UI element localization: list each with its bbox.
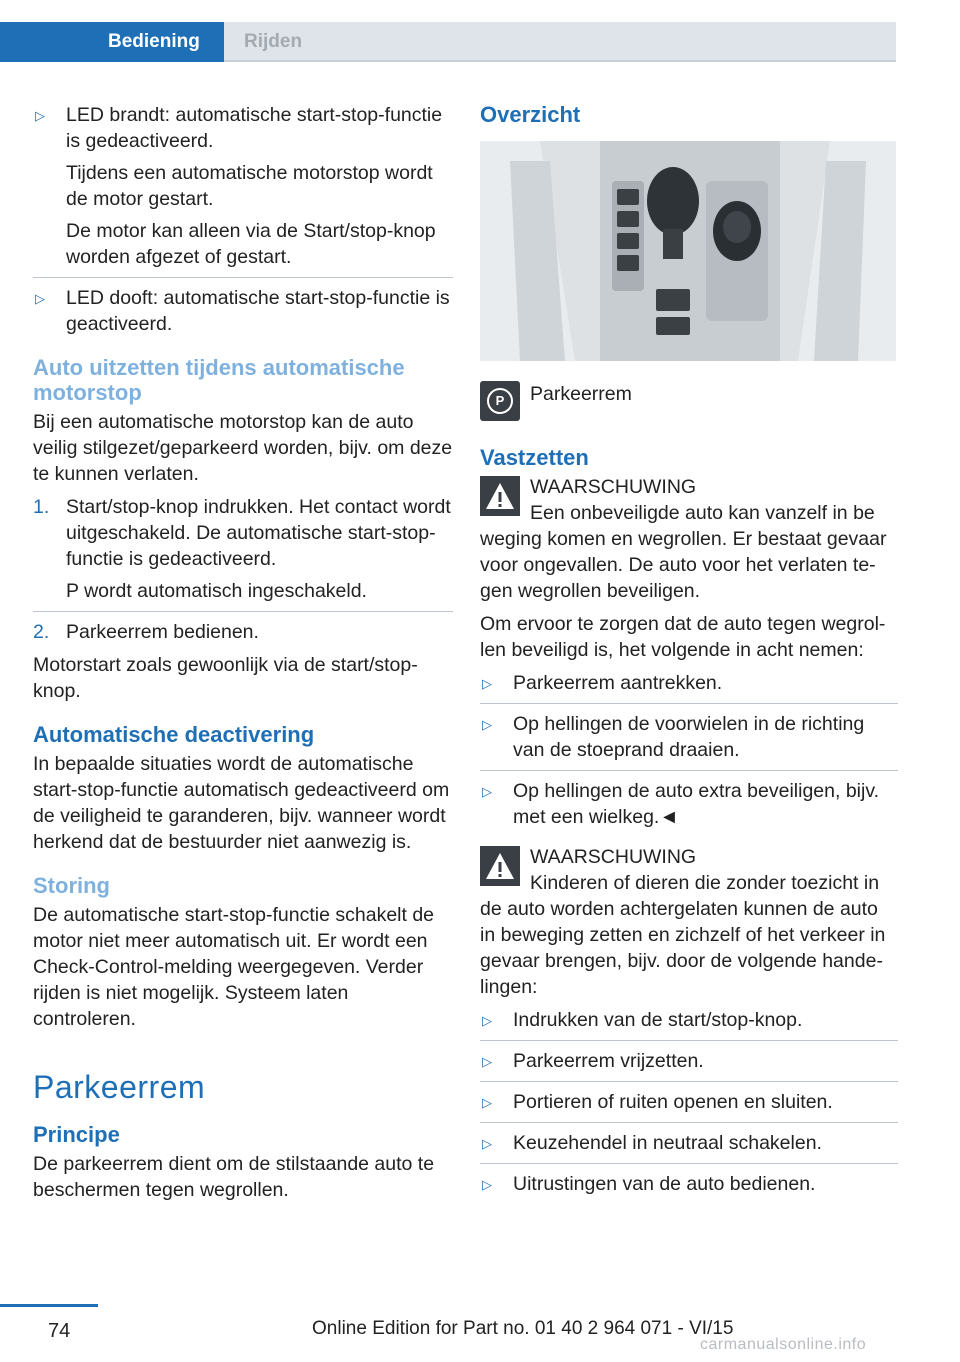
warning-triangle-icon bbox=[480, 476, 520, 516]
header-rule bbox=[224, 60, 896, 62]
warning-text: de auto worden achtergelaten kunnen de auto in beweging zetten en zichzelf of het verkeer in gevaar brengen, bijv. door de volgende handelingen: bbox=[480, 898, 886, 998]
warning-block bbox=[480, 474, 898, 526]
bullet-triangle-icon: ▷ bbox=[482, 784, 492, 799]
parking-brake-icon: P bbox=[480, 381, 520, 421]
warning-text: weging komen en wegrollen. Er bestaat gevaar voor ongevallen. De auto voor het verlaten tegen wegrollen beveiligen. bbox=[480, 528, 887, 602]
step-item bbox=[33, 494, 453, 604]
warning-title: WAARSCHUWING bbox=[530, 476, 697, 498]
center-console-image bbox=[480, 141, 896, 361]
paragraph: De automatische start-stop-functie schakelt de motor niet meer automatisch uit. Er wordt een Check-Control-melding weergegeven. Verder rijden is niet mogelijk. Systeem laten controleren. bbox=[33, 904, 435, 1030]
page-number: 74 bbox=[48, 1320, 71, 1342]
list-item: ▷ Portieren of ruiten openen en sluiten. bbox=[480, 1089, 898, 1115]
list-item-text: Tijdens een automatische motorstop wordt de motor gestart. bbox=[66, 162, 433, 210]
header-bar bbox=[0, 0, 960, 62]
list-divider bbox=[480, 1122, 898, 1123]
warning-title: WAARSCHUWING bbox=[530, 846, 697, 868]
list-divider bbox=[480, 770, 898, 771]
bullet-triangle-icon: ▷ bbox=[482, 717, 492, 732]
edition-text: Online Edition for Part no. 01 40 2 964 071 - VI/15 bbox=[312, 1318, 734, 1339]
warning-lead: Een onbeveiligde auto kan vanzelf in be bbox=[530, 502, 875, 524]
right-column bbox=[480, 102, 898, 1204]
list-divider bbox=[480, 1163, 898, 1164]
list-item-text: LED brandt: automatische start-stop-functie is gedeactiveerd. bbox=[66, 104, 443, 152]
list-divider bbox=[33, 277, 453, 278]
step-item bbox=[33, 619, 453, 645]
bullet-triangle-icon: ▷ bbox=[482, 676, 492, 691]
parking-brake-legend bbox=[480, 381, 898, 425]
bullet-triangle-icon: ▷ bbox=[482, 1136, 492, 1151]
paragraph: Om ervoor te zorgen dat de auto tegen wegrollen beveiligd is, het volgende in acht nemen: bbox=[480, 613, 886, 661]
bullet-triangle-icon: ▷ bbox=[482, 1054, 492, 1069]
bullet-triangle-icon: ▷ bbox=[35, 108, 45, 123]
paragraph: Bij een automatische motorstop kan de auto veilig stilgezet/geparkeerd worden, bijv. om deze te kunnen verlaten. bbox=[33, 411, 453, 485]
heading-vastzetten: Vastzetten bbox=[480, 445, 589, 470]
heading-automatische-deactivering: Automatische deactivering bbox=[33, 722, 315, 747]
list-item: ▷ Op hellingen de auto extra beveiligen, bijv. met een wielkeg.◄ bbox=[482, 780, 880, 828]
list-item: ▷ Uitrustingen van de auto bedienen. bbox=[480, 1171, 898, 1197]
list-item: ▷ Parkeerrem vrijzetten. bbox=[480, 1048, 898, 1074]
console-illustration bbox=[480, 141, 896, 361]
paragraph: In bepaalde situaties wordt de automatische start-stop-functie automatisch gedeactiveerd om de veiligheid te garanderen, bijv. wanneer wordt herkend dat de bestuurder niet aanwezig is. bbox=[33, 753, 450, 853]
list-item-text: LED dooft: automatische start-stop-functie is geactiveerd. bbox=[66, 287, 450, 335]
watermark: carmanualsonline.info bbox=[700, 1336, 867, 1353]
list-item bbox=[33, 102, 453, 270]
list-item-text: De motor kan alleen via de Start/stop-knop worden afgezet of gestart. bbox=[66, 220, 436, 268]
list-divider bbox=[480, 1040, 898, 1041]
warning-lead: Kinderen of dieren die zonder toezicht in bbox=[530, 872, 880, 894]
bullet-triangle-icon: ▷ bbox=[482, 1095, 492, 1110]
list-divider bbox=[480, 1081, 898, 1082]
step-text: Start/stop-knop indrukken. Het contact wordt uitgeschakeld. De automatische start-stop-functie is gedeactiveerd. bbox=[66, 496, 451, 570]
step-number: 2. bbox=[33, 621, 50, 643]
list-item bbox=[33, 285, 453, 337]
bullet-triangle-icon: ▷ bbox=[482, 1177, 492, 1192]
heading-auto-uitzetten: Auto uitzetten tijdens automatische motorstop bbox=[33, 355, 405, 405]
list-divider bbox=[480, 703, 898, 704]
step-number: 1. bbox=[33, 496, 50, 518]
heading-storing: Storing bbox=[33, 873, 110, 898]
legend-label: Parkeerrem bbox=[530, 383, 632, 405]
warning-triangle-icon bbox=[480, 846, 520, 886]
footer-rule bbox=[0, 1304, 98, 1307]
tab-rijden[interactable]: Rijden bbox=[224, 22, 896, 62]
step-text: P wordt automatisch ingeschakeld. bbox=[66, 580, 367, 602]
warning-block bbox=[480, 844, 898, 896]
list-item: ▷ Op hellingen de voorwielen in de richting van de stoeprand draaien. bbox=[482, 713, 865, 761]
step-text: Parkeerrem bedienen. bbox=[66, 621, 259, 643]
bullet-triangle-icon: ▷ bbox=[482, 1013, 492, 1028]
list-item: ▷ Keuzehendel in neutraal schakelen. bbox=[480, 1130, 898, 1156]
heading-parkeerrem: Parkeerrem bbox=[33, 1069, 206, 1105]
left-column bbox=[33, 102, 453, 1210]
list-item: ▷ Parkeerrem aantrekken. bbox=[480, 670, 898, 696]
list-item: ▷ Indrukken van de start/stop-knop. bbox=[480, 1007, 898, 1033]
bullet-triangle-icon: ▷ bbox=[35, 291, 45, 306]
heading-principe: Principe bbox=[33, 1122, 120, 1147]
paragraph: De parkeerrem dient om de stilstaande auto te beschermen tegen wegrollen. bbox=[33, 1153, 435, 1201]
heading-overzicht: Overzicht bbox=[480, 102, 581, 127]
tab-bediening[interactable]: Bediening bbox=[0, 22, 224, 62]
list-divider bbox=[33, 611, 453, 612]
paragraph: Motorstart zoals gewoonlijk via de start/stop-knop. bbox=[33, 654, 418, 702]
